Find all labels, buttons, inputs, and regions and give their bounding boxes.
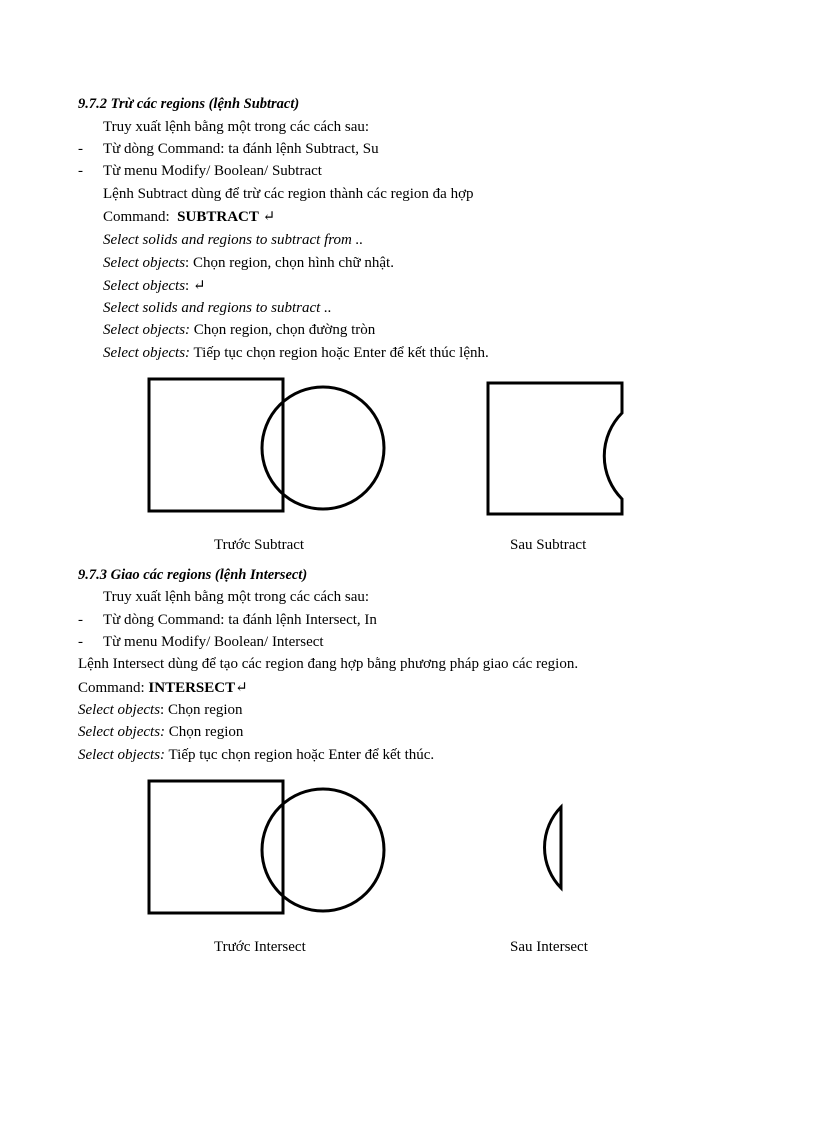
- caption-after-subtract: Sau Subtract: [510, 537, 587, 553]
- figure-after-intersect: [530, 800, 580, 900]
- step-prompt: Select solids and regions to subtract from ..: [103, 232, 364, 248]
- step-prompt: Select objects:: [103, 345, 191, 361]
- bullet-marker: -: [78, 612, 83, 628]
- step-text: Chọn region: [165, 724, 244, 740]
- step-text: : Chọn region: [160, 702, 243, 718]
- step-text: Tiếp tục chọn region hoặc Enter để kết thúc.: [165, 747, 435, 763]
- step-prompt: Select objects: [103, 255, 186, 271]
- step-text: : ↵: [185, 278, 206, 294]
- bullet-marker: -: [78, 163, 83, 179]
- caption-before-subtract: Trước Subtract: [214, 537, 305, 553]
- step-text: : Chọn region, chọn hình chữ nhật.: [185, 255, 394, 271]
- intersect-bullet-1: Từ dòng Command: ta đánh lệnh Intersect, In: [103, 612, 377, 628]
- figure-before-intersect: [140, 772, 400, 932]
- subtracted-region: [488, 383, 622, 514]
- figure-before-subtract: [140, 370, 400, 530]
- circle-region: [262, 789, 384, 911]
- subtract-bullet-2: Từ menu Modify/ Boolean/ Subtract: [103, 163, 322, 179]
- subtract-step-4: [103, 299, 332, 317]
- step-prompt: Select objects:: [103, 322, 191, 338]
- intersect-description: Lệnh Intersect dùng để tạo các region đang hợp bằng phương pháp giao các region.: [78, 656, 579, 672]
- section-heading-intersect: 9.7.3 Giao các regions (lệnh Intersect): [78, 567, 308, 583]
- subtract-description: Lệnh Subtract dùng để trừ các region thành các region đa hợp: [103, 186, 474, 202]
- command-label: Command:: [103, 209, 170, 225]
- subtract-step-3: [103, 277, 206, 295]
- subtract-step-2: [103, 254, 394, 272]
- subtract-command-line: [103, 208, 275, 226]
- figure-after-subtract: [480, 375, 630, 525]
- step-prompt: Select solids and regions to subtract ..: [103, 300, 332, 316]
- step-prompt: Select objects: [103, 278, 186, 294]
- subtract-bullet-1: Từ dòng Command: ta đánh lệnh Subtract, Su: [103, 141, 379, 157]
- command-label: Command:: [78, 680, 145, 696]
- subtract-step-6: [103, 344, 489, 362]
- caption-after-intersect: Sau Intersect: [510, 939, 588, 955]
- command-value: SUBTRACT: [177, 209, 259, 225]
- subtract-step-5: [103, 321, 375, 339]
- intersect-intro: Truy xuất lệnh bằng một trong các cách sau:: [103, 589, 370, 605]
- subtract-step-1: [103, 231, 363, 249]
- bullet-marker: -: [78, 141, 83, 157]
- step-prompt: Select objects: [78, 702, 161, 718]
- section-heading-subtract: 9.7.2 Trừ các regions (lệnh Subtract): [78, 96, 300, 112]
- intersect-step-3: [78, 746, 434, 764]
- intersect-step-1: [78, 701, 243, 719]
- step-text: Tiếp tục chọn region hoặc Enter để kết thúc lệnh.: [190, 345, 489, 361]
- caption-before-intersect: Trước Intersect: [214, 939, 306, 955]
- step-text: Chọn region, chọn đường tròn: [190, 322, 376, 338]
- intersect-bullet-2: Từ menu Modify/ Boolean/ Intersect: [103, 634, 324, 650]
- subtract-intro: Truy xuất lệnh bằng một trong các cách sau:: [103, 119, 370, 135]
- command-value: INTERSECT: [148, 680, 236, 696]
- circle-region: [262, 387, 384, 509]
- enter-icon: ↵: [235, 680, 248, 696]
- intersect-step-2: [78, 723, 243, 741]
- enter-icon: ↵: [262, 209, 276, 225]
- bullet-marker: -: [78, 634, 83, 650]
- intersect-command-line: [78, 679, 248, 697]
- step-prompt: Select objects:: [78, 724, 166, 740]
- step-prompt: Select objects:: [78, 747, 166, 763]
- intersected-region: [545, 807, 561, 888]
